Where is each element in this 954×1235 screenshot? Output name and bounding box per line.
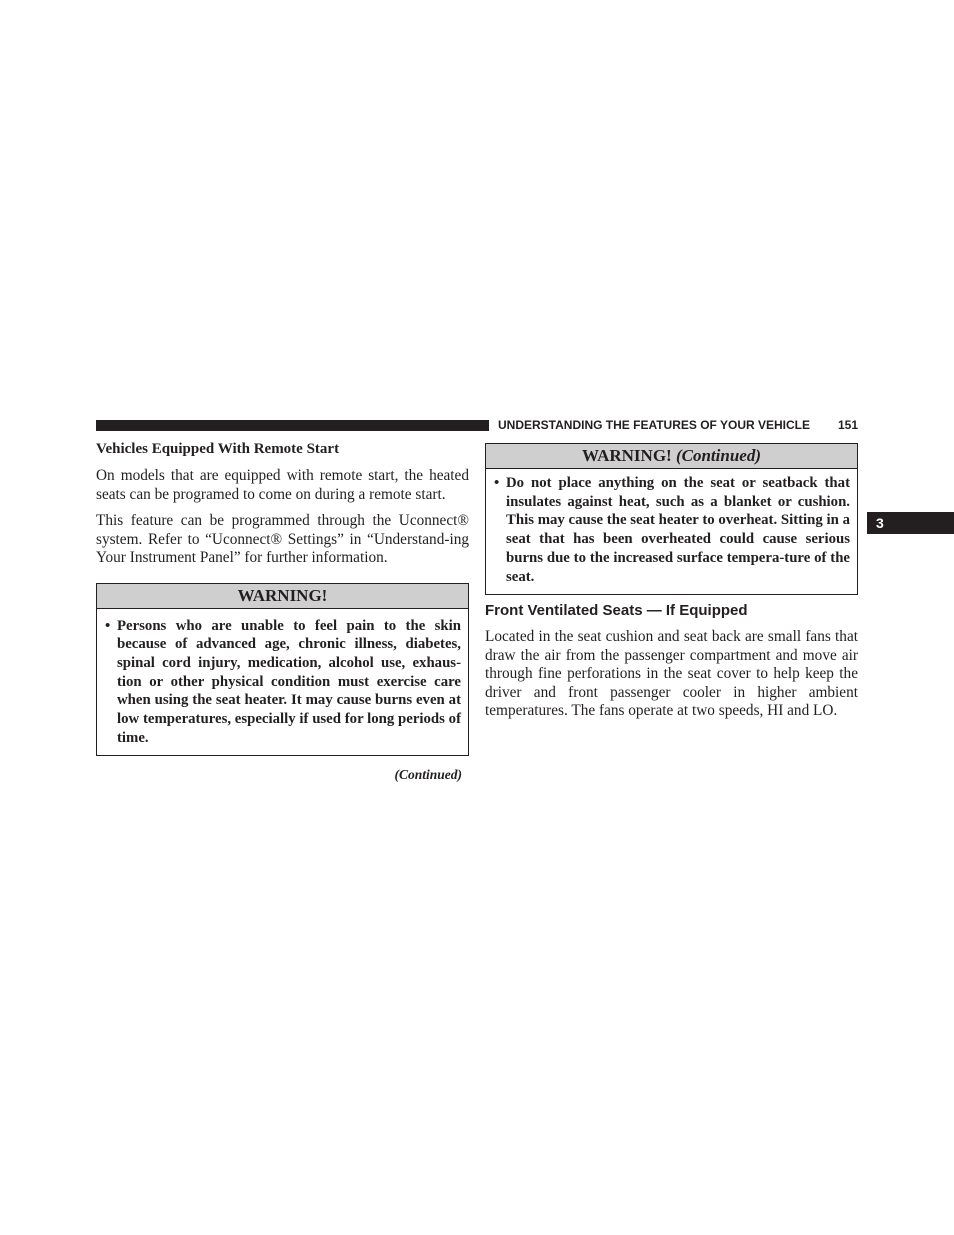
- right-column: [485, 443, 858, 729]
- warning-body: [97, 609, 468, 756]
- ventilated-seats-heading: Front Ventilated Seats — If Equipped: [485, 602, 748, 620]
- warning-text: Do not place anything on the seat or seatback that insulates against heat, such as a blanket or cushion. This may cause the seat heater to overheat. Sitting in a seat that has been overheated could cause serious burns due to the increased surface tempera-ture of the seat.: [506, 475, 850, 585]
- ventilated-seats-paragraph: Located in the seat cushion and seat back are small fans that draw the air from the passenger compartment and move air through fine perforations in the seat cover to help keep the driver and front passenger cooler in higher ambient temperatures. The fans operate at two speeds, HI and LO.: [485, 628, 858, 720]
- bullet-icon: •: [494, 475, 500, 491]
- continued-label: (Continued): [394, 767, 462, 783]
- continued-warning-box: [485, 443, 858, 595]
- warning-title: [486, 444, 857, 469]
- left-column: [96, 436, 469, 783]
- warning-body: [486, 469, 857, 594]
- bullet-icon: •: [105, 617, 111, 634]
- warning-text: Persons who are unable to feel pain to the skin because of advanced age, chronic illness, diabetes, spinal cord injury, medication, alcohol use, exhaus-tion or other physical condition must exercise care when using the seat heater. It may cause burns even at low temperatures, especially if used for long periods of time.: [117, 617, 461, 746]
- warning-title-text: WARNING!: [581, 446, 672, 465]
- page-number: 151: [837, 418, 858, 432]
- running-header: [498, 417, 858, 433]
- section-title: UNDERSTANDING THE FEATURES OF YOUR VEHICLE: [498, 418, 811, 432]
- heated-seat-warning-box: [96, 583, 469, 757]
- remote-start-paragraph-2: This feature can be programmed through the Uconnect® system. Refer to “Uconnect® Settings” in “Understand-ing Your Instrument Panel” for further information.: [96, 512, 469, 566]
- header-rule: [96, 420, 489, 431]
- remote-start-heading: Vehicles Equipped With Remote Start: [96, 441, 340, 457]
- warning-title: [97, 584, 468, 609]
- chapter-tab: 3: [867, 512, 954, 534]
- warning-title-text: WARNING!: [237, 585, 328, 605]
- remote-start-paragraph-1: On models that are equipped with remote start, the heated seats can be programed to come on during a remote start.: [96, 467, 469, 503]
- warning-title-suffix: (Continued): [675, 446, 761, 465]
